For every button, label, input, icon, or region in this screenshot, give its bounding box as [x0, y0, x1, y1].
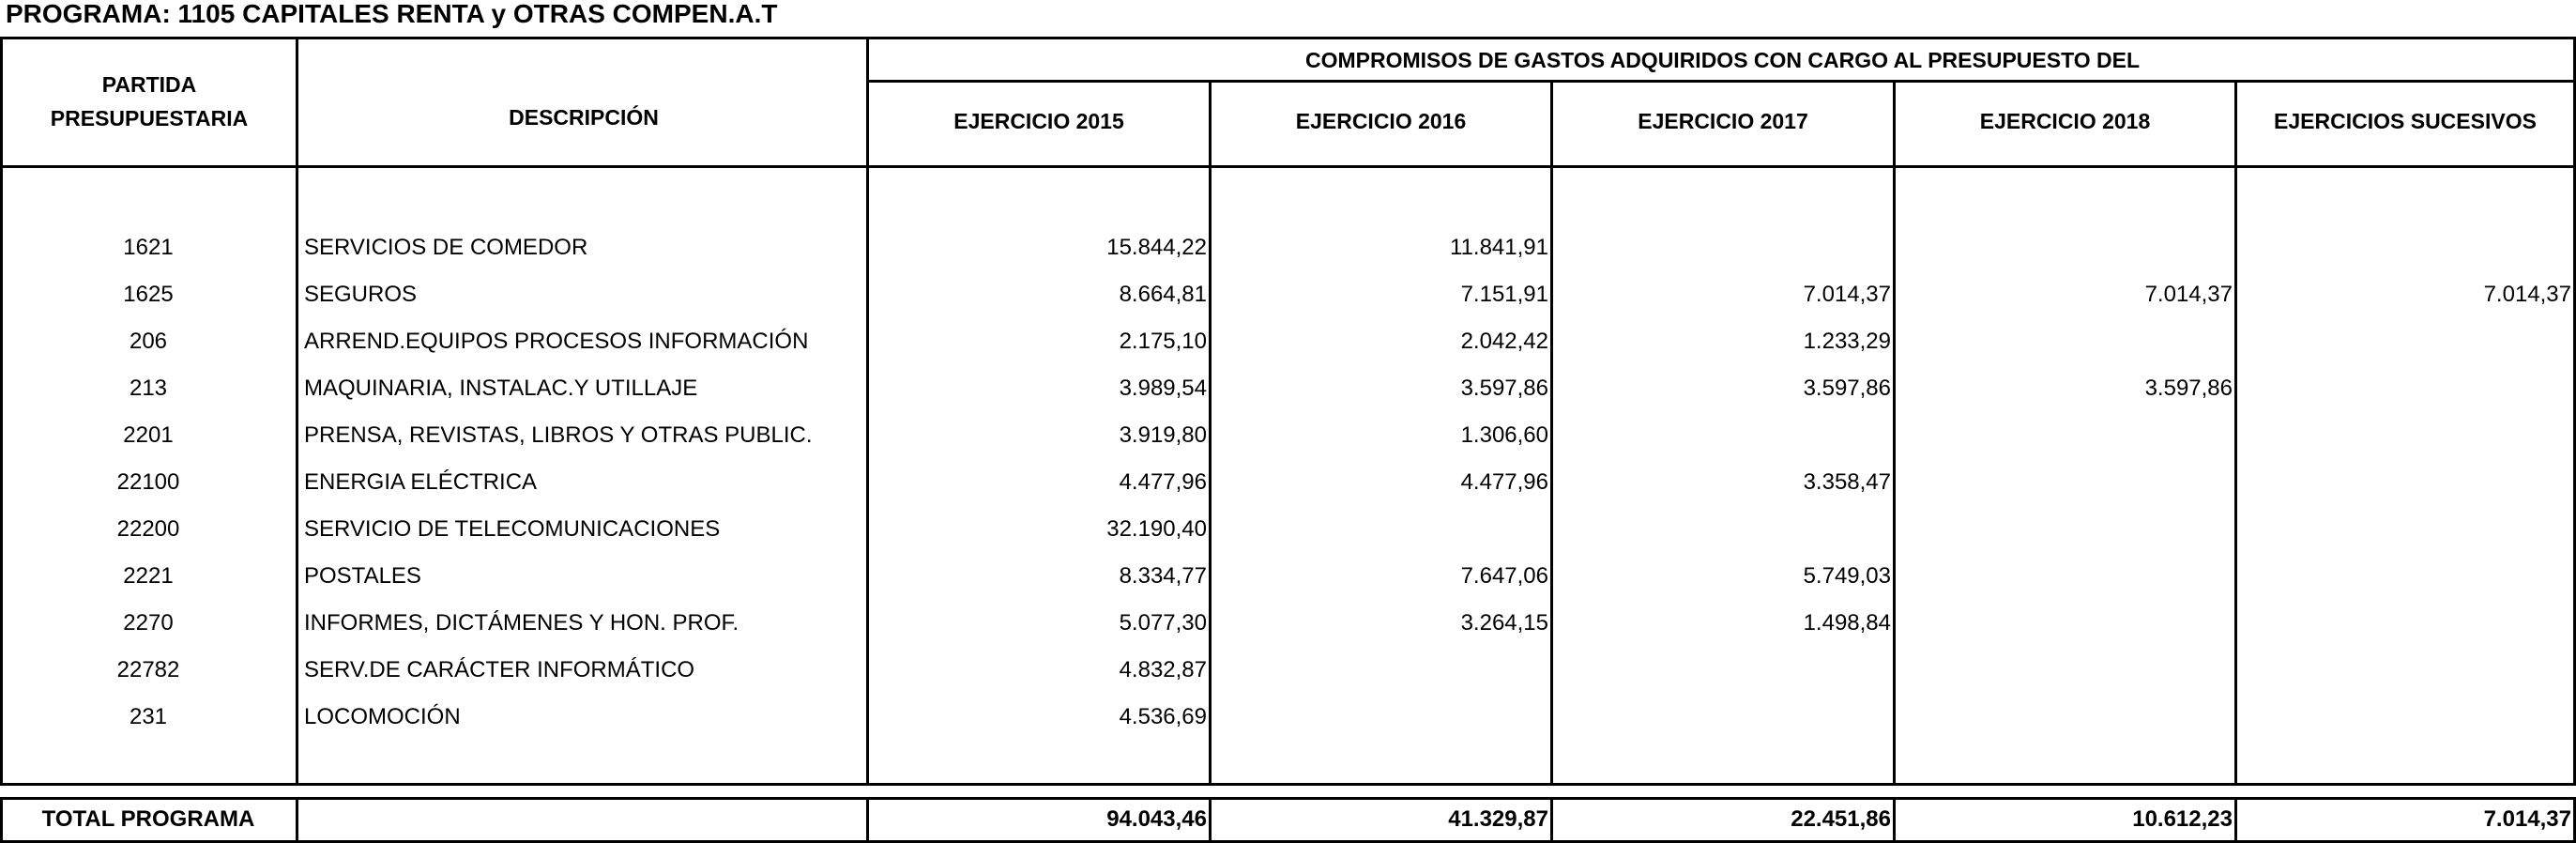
row-amount: 8.664,81 [1119, 282, 1207, 307]
header-year-2015: EJERCICIO 2015 [953, 109, 1124, 133]
row-description: ARREND.EQUIPOS PROCESOS INFORMACIÓN [304, 329, 809, 354]
row-amount: 4.477,96 [1460, 469, 1548, 495]
row-code: 22782 [116, 657, 180, 682]
row-amount: 5.749,03 [1803, 563, 1891, 589]
row-amount: 7.014,37 [1803, 282, 1891, 307]
col-divider [1893, 80, 1896, 786]
row-amount: 1.498,84 [1803, 610, 1891, 636]
header-year-2017: EJERCICIO 2017 [1638, 109, 1808, 133]
row-amount: 1.233,29 [1803, 329, 1891, 354]
total-value: 7.014,37 [2483, 806, 2571, 832]
row-code: 231 [129, 704, 168, 729]
row-description: PRENSA, REVISTAS, LIBROS Y OTRAS PUBLIC. [304, 422, 813, 448]
row-amount: 7.151,91 [1460, 282, 1548, 307]
row-amount: 11.841,91 [1450, 235, 1548, 260]
row-description: LOCOMOCIÓN [304, 704, 461, 729]
row-amount: 3.597,86 [1460, 376, 1548, 401]
row-description: SERVICIO DE TELECOMUNICACIONES [304, 516, 721, 542]
page-title: PROGRAMA: 1105 CAPITALES RENTA y OTRAS COMPEN.A.T [6, 0, 778, 28]
col-divider [2234, 80, 2237, 786]
total-label: TOTAL PROGRAMA [41, 806, 255, 832]
total-value: 10.612,23 [2132, 806, 2233, 832]
row-code: 22200 [116, 516, 180, 542]
row-amount: 3.989,54 [1119, 376, 1207, 401]
total-value: 94.043,46 [1106, 806, 1207, 832]
row-amount: 32.190,40 [1106, 516, 1207, 542]
total-value: 41.329,87 [1448, 806, 1548, 832]
row-code: 2221 [123, 563, 174, 589]
col-divider [1550, 80, 1553, 786]
row-description: SERVICIOS DE COMEDOR [304, 235, 588, 260]
header-year-sucesivos: EJERCICIOS SUCESIVOS [2274, 109, 2537, 133]
row-amount: 3.597,86 [2144, 376, 2233, 401]
row-code: 1625 [123, 282, 174, 307]
row-amount: 4.536,69 [1119, 704, 1207, 729]
total-value: 22.451,86 [1791, 806, 1891, 832]
row-amount: 7.014,37 [2483, 282, 2571, 307]
row-amount: 5.077,30 [1119, 610, 1207, 636]
row-code: 2201 [123, 422, 174, 448]
row-code: 1621 [123, 235, 174, 260]
row-description: SEGUROS [304, 282, 418, 307]
header-descripcion: DESCRIPCIÓN [509, 105, 659, 130]
row-amount: 15.844,22 [1106, 235, 1207, 260]
header-divider [866, 80, 2576, 83]
row-description: MAQUINARIA, INSTALAC.Y UTILLAJE [304, 376, 698, 401]
row-amount: 2.175,10 [1119, 329, 1207, 354]
header-year-2018: EJERCICIO 2018 [1979, 109, 2151, 133]
header-bottom-divider [0, 165, 2576, 168]
row-amount: 3.264,15 [1460, 610, 1548, 636]
row-code: 2270 [123, 610, 174, 636]
row-amount: 3.919,80 [1119, 422, 1207, 448]
header-partida: PARTIDA PRESUPUESTARIA [50, 72, 249, 130]
row-description: INFORMES, DICTÁMENES Y HON. PROF. [304, 610, 739, 636]
row-amount: 3.597,86 [1803, 376, 1891, 401]
row-code: 206 [129, 329, 168, 354]
row-amount: 2.042,42 [1460, 329, 1548, 354]
row-amount: 8.334,77 [1119, 563, 1207, 589]
row-amount: 3.358,47 [1803, 469, 1891, 495]
row-amount: 1.306,60 [1460, 422, 1548, 448]
row-amount: 7.647,06 [1460, 563, 1548, 589]
row-code: 213 [129, 376, 168, 401]
row-description: ENERGIA ELÉCTRICA [304, 469, 538, 495]
header-year-2016: EJERCICIO 2016 [1295, 109, 1467, 133]
header-group: COMPROMISOS DE GASTOS ADQUIRIDOS CON CARGO AL PRESUPUESTO DEL [1304, 48, 2140, 72]
row-amount: 7.014,37 [2144, 282, 2233, 307]
row-amount: 4.832,87 [1119, 657, 1207, 682]
row-amount: 4.477,96 [1119, 469, 1207, 495]
row-code: 22100 [116, 469, 180, 495]
row-description: POSTALES [304, 563, 421, 589]
row-description: SERV.DE CARÁCTER INFORMÁTICO [304, 657, 695, 682]
